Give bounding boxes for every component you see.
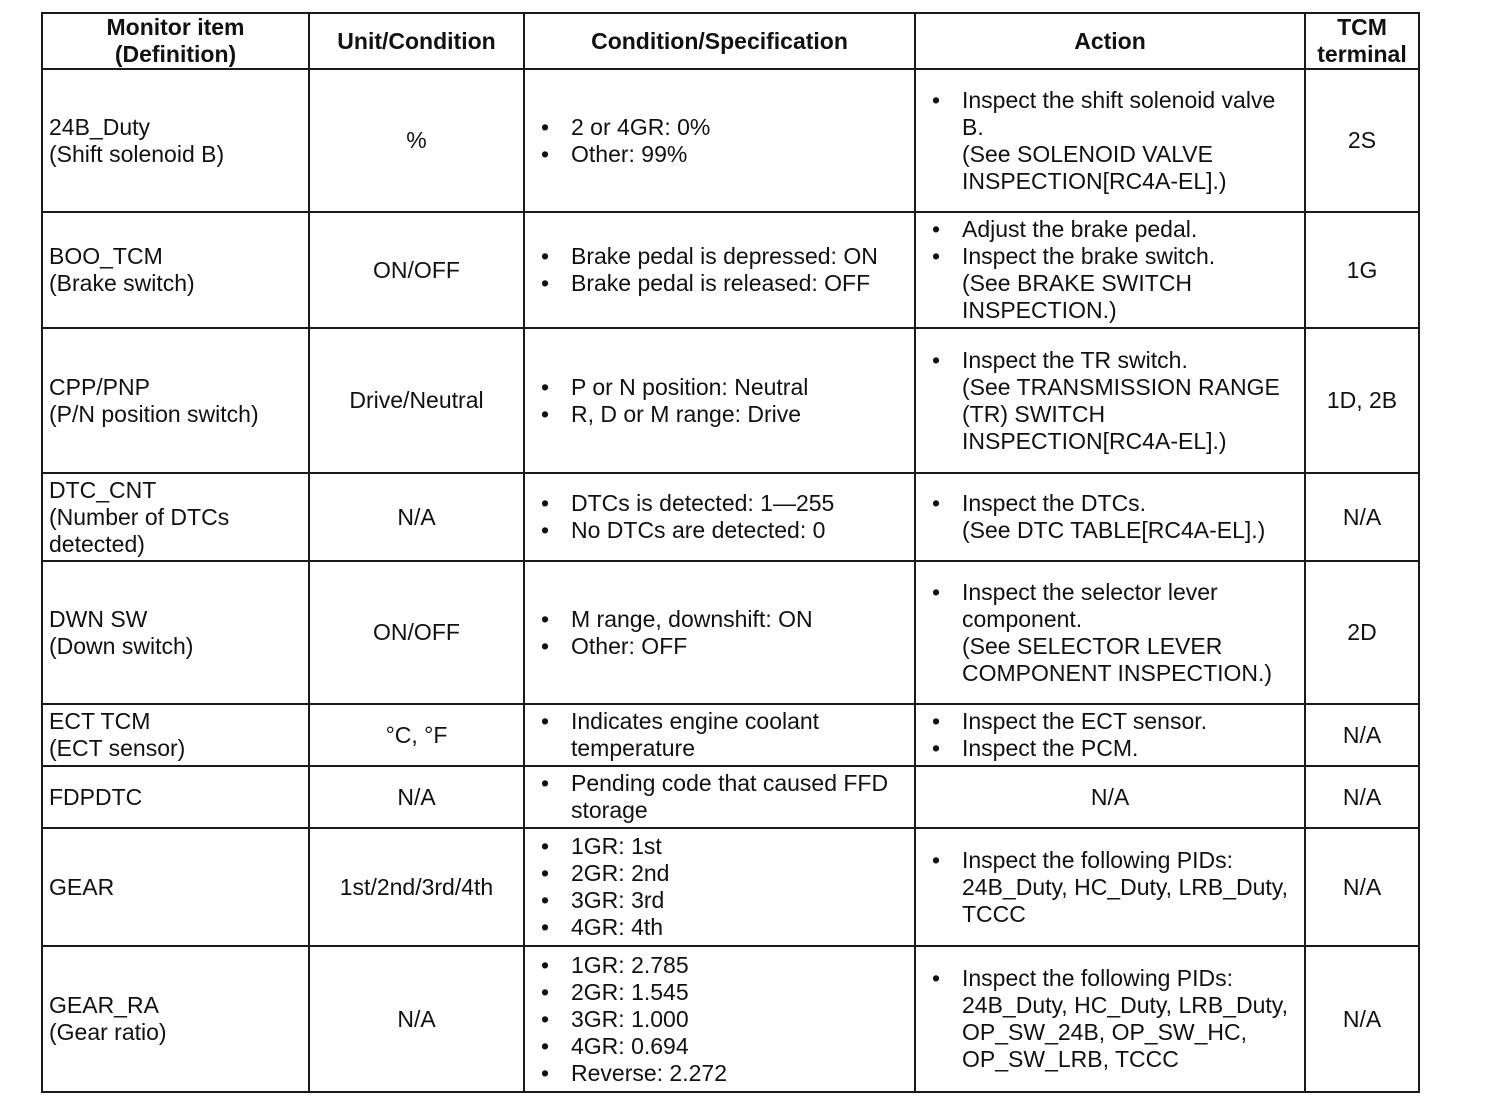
condition-item: • Brake pedal is released: OFF xyxy=(531,270,908,297)
condition-item: • 1GR: 2.785 xyxy=(531,952,908,979)
table-row xyxy=(42,328,1419,473)
header-action: Action xyxy=(915,13,1305,69)
action-item xyxy=(922,735,1298,762)
table-row xyxy=(42,473,1419,561)
table-row xyxy=(42,828,1419,946)
monitor-item-name: ECT TCM xyxy=(49,708,151,734)
header-tcm-terminal: TCM terminal xyxy=(1305,13,1419,69)
condition-item: • Other: OFF xyxy=(531,633,908,660)
table-row xyxy=(42,69,1419,212)
monitor-item-cell xyxy=(42,561,309,704)
action-reference: (See DTC TABLE[RC4A-EL].) xyxy=(962,517,1266,543)
table-row xyxy=(42,212,1419,328)
action-item xyxy=(922,347,1298,455)
action-cell xyxy=(915,212,1305,328)
action-reference: (See BRAKE SWITCH INSPECTION.) xyxy=(962,270,1193,323)
condition-cell xyxy=(524,828,915,946)
monitor-item-cell xyxy=(42,828,309,946)
condition-item: • Brake pedal is depressed: ON xyxy=(531,243,908,270)
monitor-item-definition: (P/N position switch) xyxy=(49,400,259,427)
condition-item: • Reverse: 2.272 xyxy=(531,1060,908,1087)
condition-item: • P or N position: Neutral xyxy=(531,374,908,401)
condition-cell xyxy=(524,766,915,828)
condition-cell xyxy=(524,561,915,704)
action-item xyxy=(922,490,1298,544)
action-text: Inspect the shift solenoid valve B. xyxy=(962,86,1276,140)
condition-list xyxy=(531,606,908,660)
tcm-terminal-cell: N/A xyxy=(1305,704,1419,766)
action-text: Inspect the PCM. xyxy=(962,735,1139,761)
action-cell: N/A xyxy=(915,766,1305,828)
condition-item: • 3GR: 1.000 xyxy=(531,1006,908,1033)
tcm-terminal-cell: N/A xyxy=(1305,828,1419,946)
action-item xyxy=(922,579,1298,687)
table-row xyxy=(42,561,1419,704)
monitor-item-name: BOO_TCM xyxy=(49,243,163,269)
monitor-item-cell xyxy=(42,69,309,212)
action-list xyxy=(922,708,1298,762)
condition-list xyxy=(531,770,908,824)
monitor-item-name: DWN SW xyxy=(49,605,148,632)
condition-item: • No DTCs are detected: 0 xyxy=(531,517,908,544)
condition-item: • 2GR: 1.545 xyxy=(531,979,908,1006)
unit-condition-cell: N/A xyxy=(309,473,524,561)
monitor-item-name: FDPDTC xyxy=(49,783,143,810)
action-cell xyxy=(915,561,1305,704)
monitor-item-definition: (Gear ratio) xyxy=(49,1019,167,1045)
monitor-item-name: DTC_CNT xyxy=(49,476,157,503)
condition-item: • 4GR: 0.694 xyxy=(531,1033,908,1060)
action-reference: (See SELECTOR LEVER COMPONENT INSPECTION.) xyxy=(962,632,1273,686)
condition-item: • Other: 99% xyxy=(531,141,908,168)
action-text: Inspect the following PIDs: 24B_Duty, HC_Duty, LRB_Duty, OP_SW_24B, OP_SW_HC, OP_SW_LRB, TCCC xyxy=(962,965,1288,1072)
action-list xyxy=(922,965,1298,1073)
condition-list xyxy=(531,114,908,168)
unit-condition-cell: Drive/Neutral xyxy=(309,328,524,473)
unit-condition-cell: ON/OFF xyxy=(309,561,524,704)
unit-condition-cell: 1st/2nd/3rd/4th xyxy=(309,828,524,946)
action-text: Inspect the TR switch. xyxy=(962,346,1188,373)
monitor-item-cell xyxy=(42,473,309,561)
action-cell xyxy=(915,828,1305,946)
action-cell xyxy=(915,946,1305,1092)
header-condition-specification: Condition/Specification xyxy=(524,13,915,69)
condition-item: • Pending code that caused FFD storage xyxy=(531,770,908,824)
action-text: Inspect the brake switch. xyxy=(962,243,1216,269)
condition-cell xyxy=(524,212,915,328)
action-list xyxy=(922,490,1298,544)
monitor-item-cell xyxy=(42,766,309,828)
action-cell xyxy=(915,704,1305,766)
tcm-terminal-cell: 2D xyxy=(1305,561,1419,704)
monitor-item-definition: (Down switch) xyxy=(49,632,194,659)
action-text: Inspect the selector lever component. xyxy=(962,578,1218,632)
condition-list xyxy=(531,243,908,297)
condition-list xyxy=(531,374,908,428)
condition-cell xyxy=(524,946,915,1092)
monitor-item-name: 24B_Duty xyxy=(49,113,151,140)
action-list xyxy=(922,347,1298,455)
condition-cell xyxy=(524,473,915,561)
action-item xyxy=(922,216,1298,243)
condition-item: • DTCs is detected: 1—255 xyxy=(531,490,908,517)
condition-cell xyxy=(524,328,915,473)
action-item xyxy=(922,708,1298,735)
condition-item: • 4GR: 4th xyxy=(531,914,908,941)
action-item xyxy=(922,847,1298,928)
action-list xyxy=(922,847,1298,928)
condition-list xyxy=(531,952,908,1087)
action-text: Inspect the following PIDs: 24B_Duty, HC_Duty, LRB_Duty, TCCC xyxy=(962,846,1288,927)
tcm-terminal-cell: N/A xyxy=(1305,766,1419,828)
monitor-item-definition: (Number of DTCs detected) xyxy=(49,503,230,557)
unit-condition-cell: N/A xyxy=(309,766,524,828)
tcm-terminal-cell: N/A xyxy=(1305,946,1419,1092)
action-text: Adjust the brake pedal. xyxy=(962,216,1198,242)
unit-condition-cell: ON/OFF xyxy=(309,212,524,328)
header-unit-condition: Unit/Condition xyxy=(309,13,524,69)
action-item xyxy=(922,243,1298,324)
tcm-terminal-cell: 1D, 2B xyxy=(1305,328,1419,473)
action-list xyxy=(922,579,1298,687)
condition-list xyxy=(531,490,908,544)
table-row xyxy=(42,946,1419,1092)
monitor-item-name: GEAR_RA xyxy=(49,992,159,1018)
monitor-item-cell xyxy=(42,328,309,473)
condition-item: • 1GR: 1st xyxy=(531,833,908,860)
monitor-item-table xyxy=(41,12,1420,1093)
action-list xyxy=(922,216,1298,324)
action-list xyxy=(922,87,1298,195)
table-header-row xyxy=(42,13,1419,69)
action-reference: (See TRANSMISSION RANGE (TR) SWITCH INSPECTION[RC4A-EL].) xyxy=(962,373,1280,454)
header-monitor-item: Monitor item (Definition) xyxy=(42,13,309,69)
action-text: Inspect the ECT sensor. xyxy=(962,708,1208,734)
monitor-item-cell xyxy=(42,212,309,328)
condition-item: • R, D or M range: Drive xyxy=(531,401,908,428)
monitor-item-cell xyxy=(42,704,309,766)
unit-condition-cell: °C, °F xyxy=(309,704,524,766)
unit-condition-cell: N/A xyxy=(309,946,524,1092)
monitor-item-definition: (Brake switch) xyxy=(49,270,195,296)
condition-item: • M range, downshift: ON xyxy=(531,606,908,633)
action-cell xyxy=(915,69,1305,212)
action-item xyxy=(922,965,1298,1073)
monitor-item-name: CPP/PNP xyxy=(49,373,150,400)
condition-item: • 2GR: 2nd xyxy=(531,860,908,887)
tcm-terminal-cell: N/A xyxy=(1305,473,1419,561)
condition-item: • Indicates engine coolant temperature xyxy=(531,708,908,762)
action-item xyxy=(922,87,1298,195)
table-row xyxy=(42,704,1419,766)
tcm-terminal-cell: 1G xyxy=(1305,212,1419,328)
action-cell xyxy=(915,473,1305,561)
monitor-item-definition: (Shift solenoid B) xyxy=(49,140,225,167)
monitor-item-name: GEAR xyxy=(49,873,115,900)
table-body xyxy=(42,69,1419,1092)
action-reference: (See SOLENOID VALVE INSPECTION[RC4A-EL].) xyxy=(962,140,1227,194)
condition-list xyxy=(531,833,908,941)
condition-cell xyxy=(524,704,915,766)
unit-condition-cell: % xyxy=(309,69,524,212)
condition-item: • 2 or 4GR: 0% xyxy=(531,114,908,141)
table-row xyxy=(42,766,1419,828)
condition-cell xyxy=(524,69,915,212)
action-cell xyxy=(915,328,1305,473)
action-text: Inspect the DTCs. xyxy=(962,490,1147,516)
condition-list xyxy=(531,708,908,762)
monitor-item-cell xyxy=(42,946,309,1092)
monitor-item-definition: (ECT sensor) xyxy=(49,735,186,761)
tcm-terminal-cell: 2S xyxy=(1305,69,1419,212)
condition-item: • 3GR: 3rd xyxy=(531,887,908,914)
